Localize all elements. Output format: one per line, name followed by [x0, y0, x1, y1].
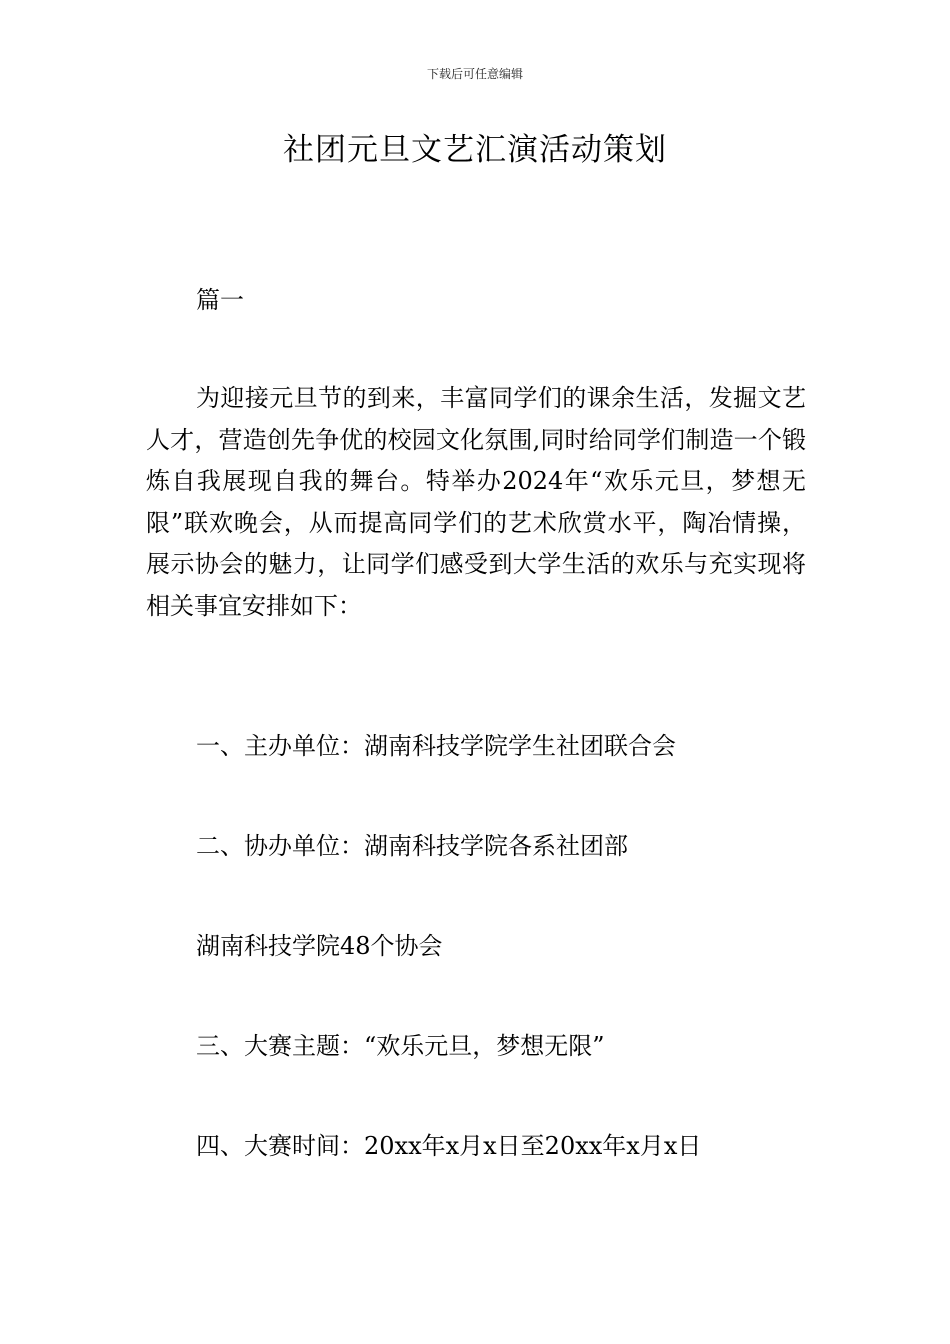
- section-label: 篇一: [196, 286, 244, 314]
- contest-time: 四、大赛时间：20xx年x月x日至20xx年x月x日: [196, 1132, 702, 1160]
- associations-line: 湖南科技学院48个协会: [196, 932, 443, 960]
- document-title: 社团元旦文艺汇演活动策划: [283, 132, 667, 168]
- header-note: 下载后可任意编辑: [426, 67, 523, 81]
- co-organizer: 二、协办单位：湖南科技学院各系社团部: [196, 832, 628, 860]
- host-organizer: 一、主办单位：湖南科技学院学生社团联合会: [196, 732, 676, 760]
- intro-paragraph: 为迎接元旦节的到来，丰富同学们的课余生活，发掘文艺人才，营造创先争优的校园文化氛围,同时给同学们制造一个锻炼自我展现自我的舞台。特举办2024年“欢乐元旦，梦想无限”联欢晚会，从而提高同学们的艺术欣赏水平，陶冶情操，展示协会的魅力，让同学们感受到大学生活的欢乐与充实现将相关事宜安排如下：: [146, 384, 806, 620]
- contest-theme: 三、大赛主题：“欢乐元旦，梦想无限”: [196, 1032, 605, 1060]
